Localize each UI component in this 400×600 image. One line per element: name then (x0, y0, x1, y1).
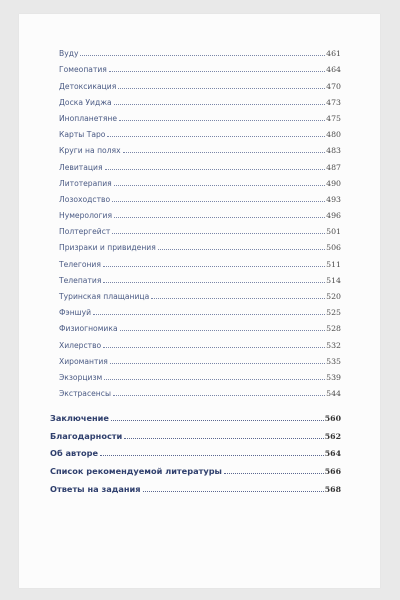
toc-major-entry (50, 458, 341, 476)
toc-entry (50, 91, 341, 107)
toc-entry (50, 58, 341, 74)
toc-major-title: Список рекомендуемой литературы (50, 465, 222, 476)
book-page (19, 14, 380, 588)
dot-leader (93, 314, 325, 315)
toc-entry (50, 252, 341, 268)
dot-leader (103, 347, 325, 348)
toc-entry (50, 350, 341, 366)
toc-entry-title: Туринская плащаница (59, 292, 150, 301)
toc-entry-title: Круги на полях (59, 146, 121, 156)
toc-major-title: Ответы на задания (50, 483, 141, 494)
dot-leader (119, 120, 325, 121)
toc-entry-title: Литотерапия (59, 178, 112, 188)
dot-leader (109, 71, 325, 72)
dot-leader (103, 282, 325, 283)
toc-major-entry (50, 441, 341, 459)
dot-leader (158, 249, 325, 250)
toc-entry-title: Призраки и привидения (59, 243, 156, 253)
toc-entry-title: Экстрасенсы (59, 389, 111, 399)
toc-entry-title: Полтергейст (59, 227, 111, 237)
toc-entry-title: Доска Уиджа (59, 97, 112, 107)
toc-entry (50, 382, 341, 398)
section-gap (50, 398, 341, 405)
toc-entry (50, 42, 341, 58)
toc-entry-page: 511 (326, 259, 341, 269)
toc-entry-page: 501 (326, 227, 341, 237)
table-of-contents (50, 42, 341, 494)
toc-entry (50, 188, 341, 204)
toc-entry-page: 470 (326, 81, 341, 91)
toc-entry (50, 317, 341, 333)
toc-entry-title: Фэншуй (59, 308, 92, 318)
dot-leader (112, 233, 325, 234)
dot-leader (118, 88, 325, 89)
toc-entry-title: Хилерство (59, 340, 102, 350)
toc-entry-page: 464 (326, 65, 341, 75)
dot-leader (107, 136, 325, 137)
toc-entry (50, 285, 341, 301)
toc-entry-page: 539 (326, 372, 341, 382)
toc-entry-title: Карты Таро (59, 130, 106, 140)
toc-entry-title: Физиогномика (59, 324, 118, 334)
dot-leader (124, 438, 323, 439)
dot-leader (80, 55, 325, 56)
toc-entry-title: Экзорцизм (59, 372, 103, 382)
toc-major-page: 560 (324, 413, 341, 423)
dot-leader (114, 185, 325, 186)
toc-entry-title: Телепатия (59, 275, 102, 285)
dot-leader (111, 420, 324, 421)
dot-leader (143, 491, 324, 492)
toc-entry (50, 123, 341, 139)
dot-leader (103, 266, 325, 267)
toc-major-page: 566 (324, 466, 341, 476)
dot-leader (114, 104, 325, 105)
toc-entry-title: Нумерология (59, 211, 113, 221)
dot-leader (114, 217, 325, 218)
toc-entry (50, 220, 341, 236)
toc-entry (50, 269, 341, 285)
toc-entry-page: 493 (326, 194, 341, 204)
toc-entry-page: 461 (326, 49, 341, 59)
dot-leader (105, 169, 326, 170)
toc-entry-title: Телегония (59, 259, 101, 269)
toc-entry (50, 301, 341, 317)
toc-entry-page: 544 (326, 389, 341, 399)
toc-entry-page: 532 (326, 340, 341, 350)
toc-entry-title: Лозоходство (59, 194, 111, 204)
toc-major-page: 568 (324, 484, 341, 494)
toc-entry (50, 366, 341, 382)
toc-major-entry (50, 405, 341, 423)
dot-leader (224, 473, 324, 474)
dot-leader (110, 363, 325, 364)
toc-entry-title: Левитация (59, 162, 103, 172)
toc-major-title: Благодарности (50, 430, 123, 441)
toc-entry (50, 155, 341, 171)
toc-entry-title: Гомеопатия (59, 65, 107, 75)
toc-entry-page: 483 (326, 146, 341, 156)
toc-entry-title: Детоксикация (59, 81, 117, 91)
toc-major-entry (50, 423, 341, 441)
toc-entry-page: 487 (326, 162, 341, 172)
toc-entry-page: 480 (326, 130, 341, 140)
toc-entry-title: Хиромантия (59, 356, 108, 366)
dot-leader (104, 379, 325, 380)
toc-entry (50, 333, 341, 349)
toc-entry (50, 172, 341, 188)
toc-entry-title: Инопланетяне (59, 113, 118, 123)
toc-entry-page: 496 (326, 211, 341, 221)
toc-entry-page: 535 (326, 356, 341, 366)
toc-entry (50, 74, 341, 90)
toc-entry (50, 236, 341, 252)
dot-leader (112, 201, 325, 202)
toc-entry-page: 528 (326, 324, 341, 334)
toc-major-title: Об авторе (50, 448, 99, 459)
toc-entry-page: 506 (326, 243, 341, 253)
toc-major-entry (50, 476, 341, 494)
toc-entry-title: Вуду (59, 49, 79, 59)
dot-leader (100, 455, 324, 456)
dot-leader (151, 298, 325, 299)
toc-major-page: 564 (324, 449, 341, 459)
toc-entry-page: 525 (326, 308, 341, 318)
toc-major-page: 562 (324, 431, 341, 441)
toc-entry-page: 514 (326, 275, 341, 285)
toc-entry-page: 490 (326, 178, 341, 188)
toc-entry (50, 204, 341, 220)
toc-entry-page: 475 (326, 113, 341, 123)
dot-leader (113, 395, 325, 396)
toc-entry (50, 107, 341, 123)
toc-entry (50, 139, 341, 155)
dot-leader (120, 330, 326, 331)
toc-entry-page: 473 (326, 97, 341, 107)
toc-major-title: Заключение (50, 412, 109, 423)
toc-entry-page: 520 (326, 292, 341, 301)
dot-leader (123, 152, 326, 153)
